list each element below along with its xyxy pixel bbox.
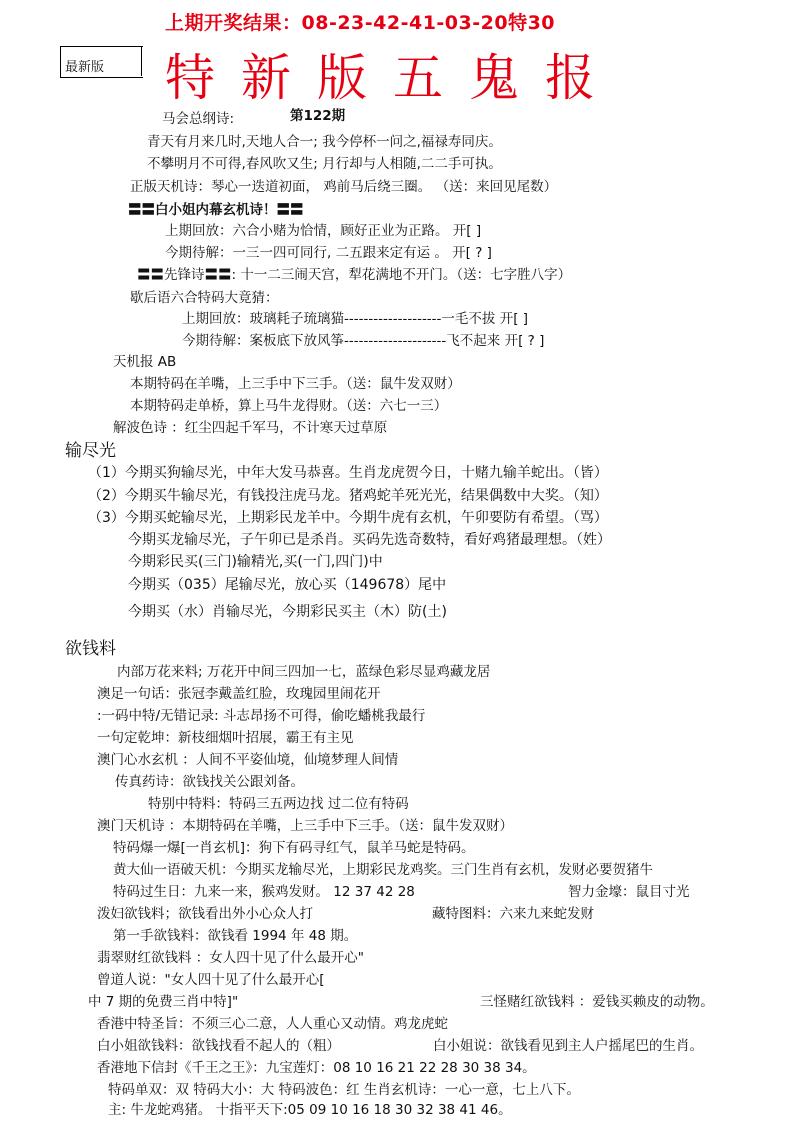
want-money-line-1: 内部万花来料; 万花开中间三四加一七，蓝绿色彩尽显鸡藏龙居 <box>117 664 491 680</box>
lose-all-line-2: （2）今期买牛输尽光，有钱投注虎马龙。猪鸡蛇羊死光光，结果偶数中大奖。（知） <box>88 488 608 504</box>
want-money-line-11a: 特码过生日：九来一来，猴鸡发财。 12 37 42 28 <box>113 884 415 900</box>
want-money-line-18a: 白小姐欲钱料：欲钱找看不起人的（粗） <box>97 1038 340 1054</box>
tianji-ab-line-2: 本期特码走单桥，算上马牛龙得财。（送：六七一三） <box>130 398 448 414</box>
main-title: 特新版五鬼报 <box>165 49 621 107</box>
lose-all-line-7: 今期买（水）肖输尽光，今期彩民买主（木）防(土) <box>128 604 447 620</box>
last-draw-result: 上期开奖结果：08-23-42-41-03-20特30 <box>165 12 556 34</box>
want-money-line-8: 澳门天机诗 ：本期特码在羊嘴，上三手中下三手。（送：鼠牛发双财） <box>97 818 514 834</box>
want-money-line-20: 特码单双：双 特码大小：大 特码波色：红 生肖玄机诗：一心一意，七上八下。 <box>108 1082 580 1098</box>
want-money-line-3: :一码中特/无错记录: 斗志昂扬不可得，偷吃蟠桃我最行 <box>97 708 426 724</box>
want-money-line-4: 一句定乾坤：新枝细烟叶招展，霸王有主见 <box>97 730 354 746</box>
wave-color-poem: 解波色诗 ：红尘四起千军马，不计寒天过草原 <box>113 420 388 436</box>
edition-divider <box>141 46 142 76</box>
tianji-ab-line-1: 本期特码在羊嘴，上三手中下三手。（送：鼠牛发双财） <box>130 376 461 392</box>
want-money-line-9: 特码爆一爆[一肖玄机]：狗下有码寻红气，鼠羊马蛇是特码。 <box>113 840 475 856</box>
issue-number: 第122期 <box>290 108 346 124</box>
want-money-line-16a: 中 7 期的免费三肖中特]" <box>88 994 239 1010</box>
want-money-line-5: 澳门心水玄机 ：人间不平姿仙境，仙境梦理人间情 <box>97 752 399 768</box>
lose-all-line-4: 今期买龙输尽光，子午卯已是杀肖。买码先选奇数特，看好鸡猪最理想。（姓） <box>128 532 611 548</box>
want-money-line-21: 主: 牛龙蛇鸡猪。 十指平天下:05 09 10 16 18 30 32 38 41 46。 <box>108 1102 512 1118</box>
tianji-ab-heading: 天机报 AB <box>113 354 177 370</box>
edition-label: 最新版 <box>65 60 105 75</box>
last-replay-2: 上期回放：玻璃耗子琉璃猫--------------------一毛不拔 开[ ] <box>182 311 529 327</box>
last-replay-1: 上期回放：六合小赌为恰情，顾好正业为正路。 开[ ] <box>165 223 482 239</box>
riddle-heading: 歇后语六合特码大竟猜： <box>130 290 279 306</box>
want-money-line-13: 第一手欲钱料：欲钱看 1994 年 48 期。 <box>113 928 358 944</box>
poem-header-label: 马会总纲诗: <box>162 111 235 127</box>
section-title-want-money: 欲钱料 <box>65 639 116 659</box>
lose-all-line-5: 今期彩民买(三门)输精光,买(一门,四门)中 <box>128 554 383 570</box>
poem-line-2: 不攀明月不可得,春风吹又生; 月行却与人相随,二二手可执。 <box>147 156 502 172</box>
section-title-lose-all: 输尽光 <box>65 441 116 461</box>
want-money-line-16b: 三怪赌红欲钱料 ：爱钱买赖皮的动物。 <box>480 994 714 1010</box>
want-money-line-10: 黄大仙一语破天机：今期买龙输尽光，上期彩民龙鸡奖。三门生肖有玄机，发财必要贺猪牛 <box>113 862 653 878</box>
want-money-line-2: 澳足一句话：张冠李戴盖红脸，玫瑰园里闹花开 <box>97 686 381 702</box>
to-solve-1: 今期待解：一三一四可同行, 二五跟来定有运 。 开[ ? ] <box>165 245 492 261</box>
want-money-line-6: 传真药诗：欲钱找关公跟刘备。 <box>115 774 304 790</box>
lose-all-line-6: 今期买（035）尾输尽光，放心买（149678）尾中 <box>128 577 447 593</box>
to-solve-2: 今期待解：案板底下放风筝---------------------飞不起来 开[ ? ] <box>182 333 545 349</box>
want-money-line-19: 香港地下信封《千王之王》：九宝莲灯：08 10 16 21 22 28 30 38 34。 <box>97 1060 536 1076</box>
want-money-line-12a: 泼妇欲钱料；欲钱看出外小心众人打 <box>97 906 313 922</box>
poem-line-1: 青天有月来几时,天地人合一; 我今停杯一问之,福禄寿同庆。 <box>147 134 502 150</box>
lose-all-line-3: （3）今期买蛇输尽光，上期彩民龙羊中。今期牛虎有玄机，午卯要防有希望。（骂） <box>88 510 608 526</box>
bai-xiaojie-heading: 〓〓白小姐内幕玄机诗！〓〓 <box>128 202 304 218</box>
want-money-line-7: 特别中特料：特码三五两边找 过二位有特码 <box>148 796 409 812</box>
want-money-line-15: 曾道人说："女人四十见了什么最开心[ <box>97 972 325 988</box>
want-money-line-14: 翡翠财红欲钱料 ：女人四十见了什么最开心" <box>97 950 365 966</box>
want-money-line-17: 香港中特圣旨：不须三心二意，人人重心又动情。鸡龙虎蛇 <box>97 1016 448 1032</box>
pioneer-poem: 〓〓先锋诗〓〓: 十一二三闹天宫，犁花满地不开门。（送：七字胜八字） <box>137 267 572 283</box>
want-money-line-12b: 藏特图料：六来九来蛇发财 <box>432 906 594 922</box>
lose-all-line-1: （1）今期买狗输尽光，中年大发马恭喜。生肖龙虎贺今日，十赌九输羊蛇出。（皆） <box>88 465 608 481</box>
tianji-poem: 正版天机诗：琴心一迭道初面， 鸡前马后绕三圈。 （送：来回见尾数） <box>130 179 558 195</box>
want-money-line-18b: 白小姐说：欲钱看见到主人户摇尾巴的生肖。 <box>433 1038 703 1054</box>
want-money-line-11b: 智力金壕：鼠目寸光 <box>568 884 690 900</box>
